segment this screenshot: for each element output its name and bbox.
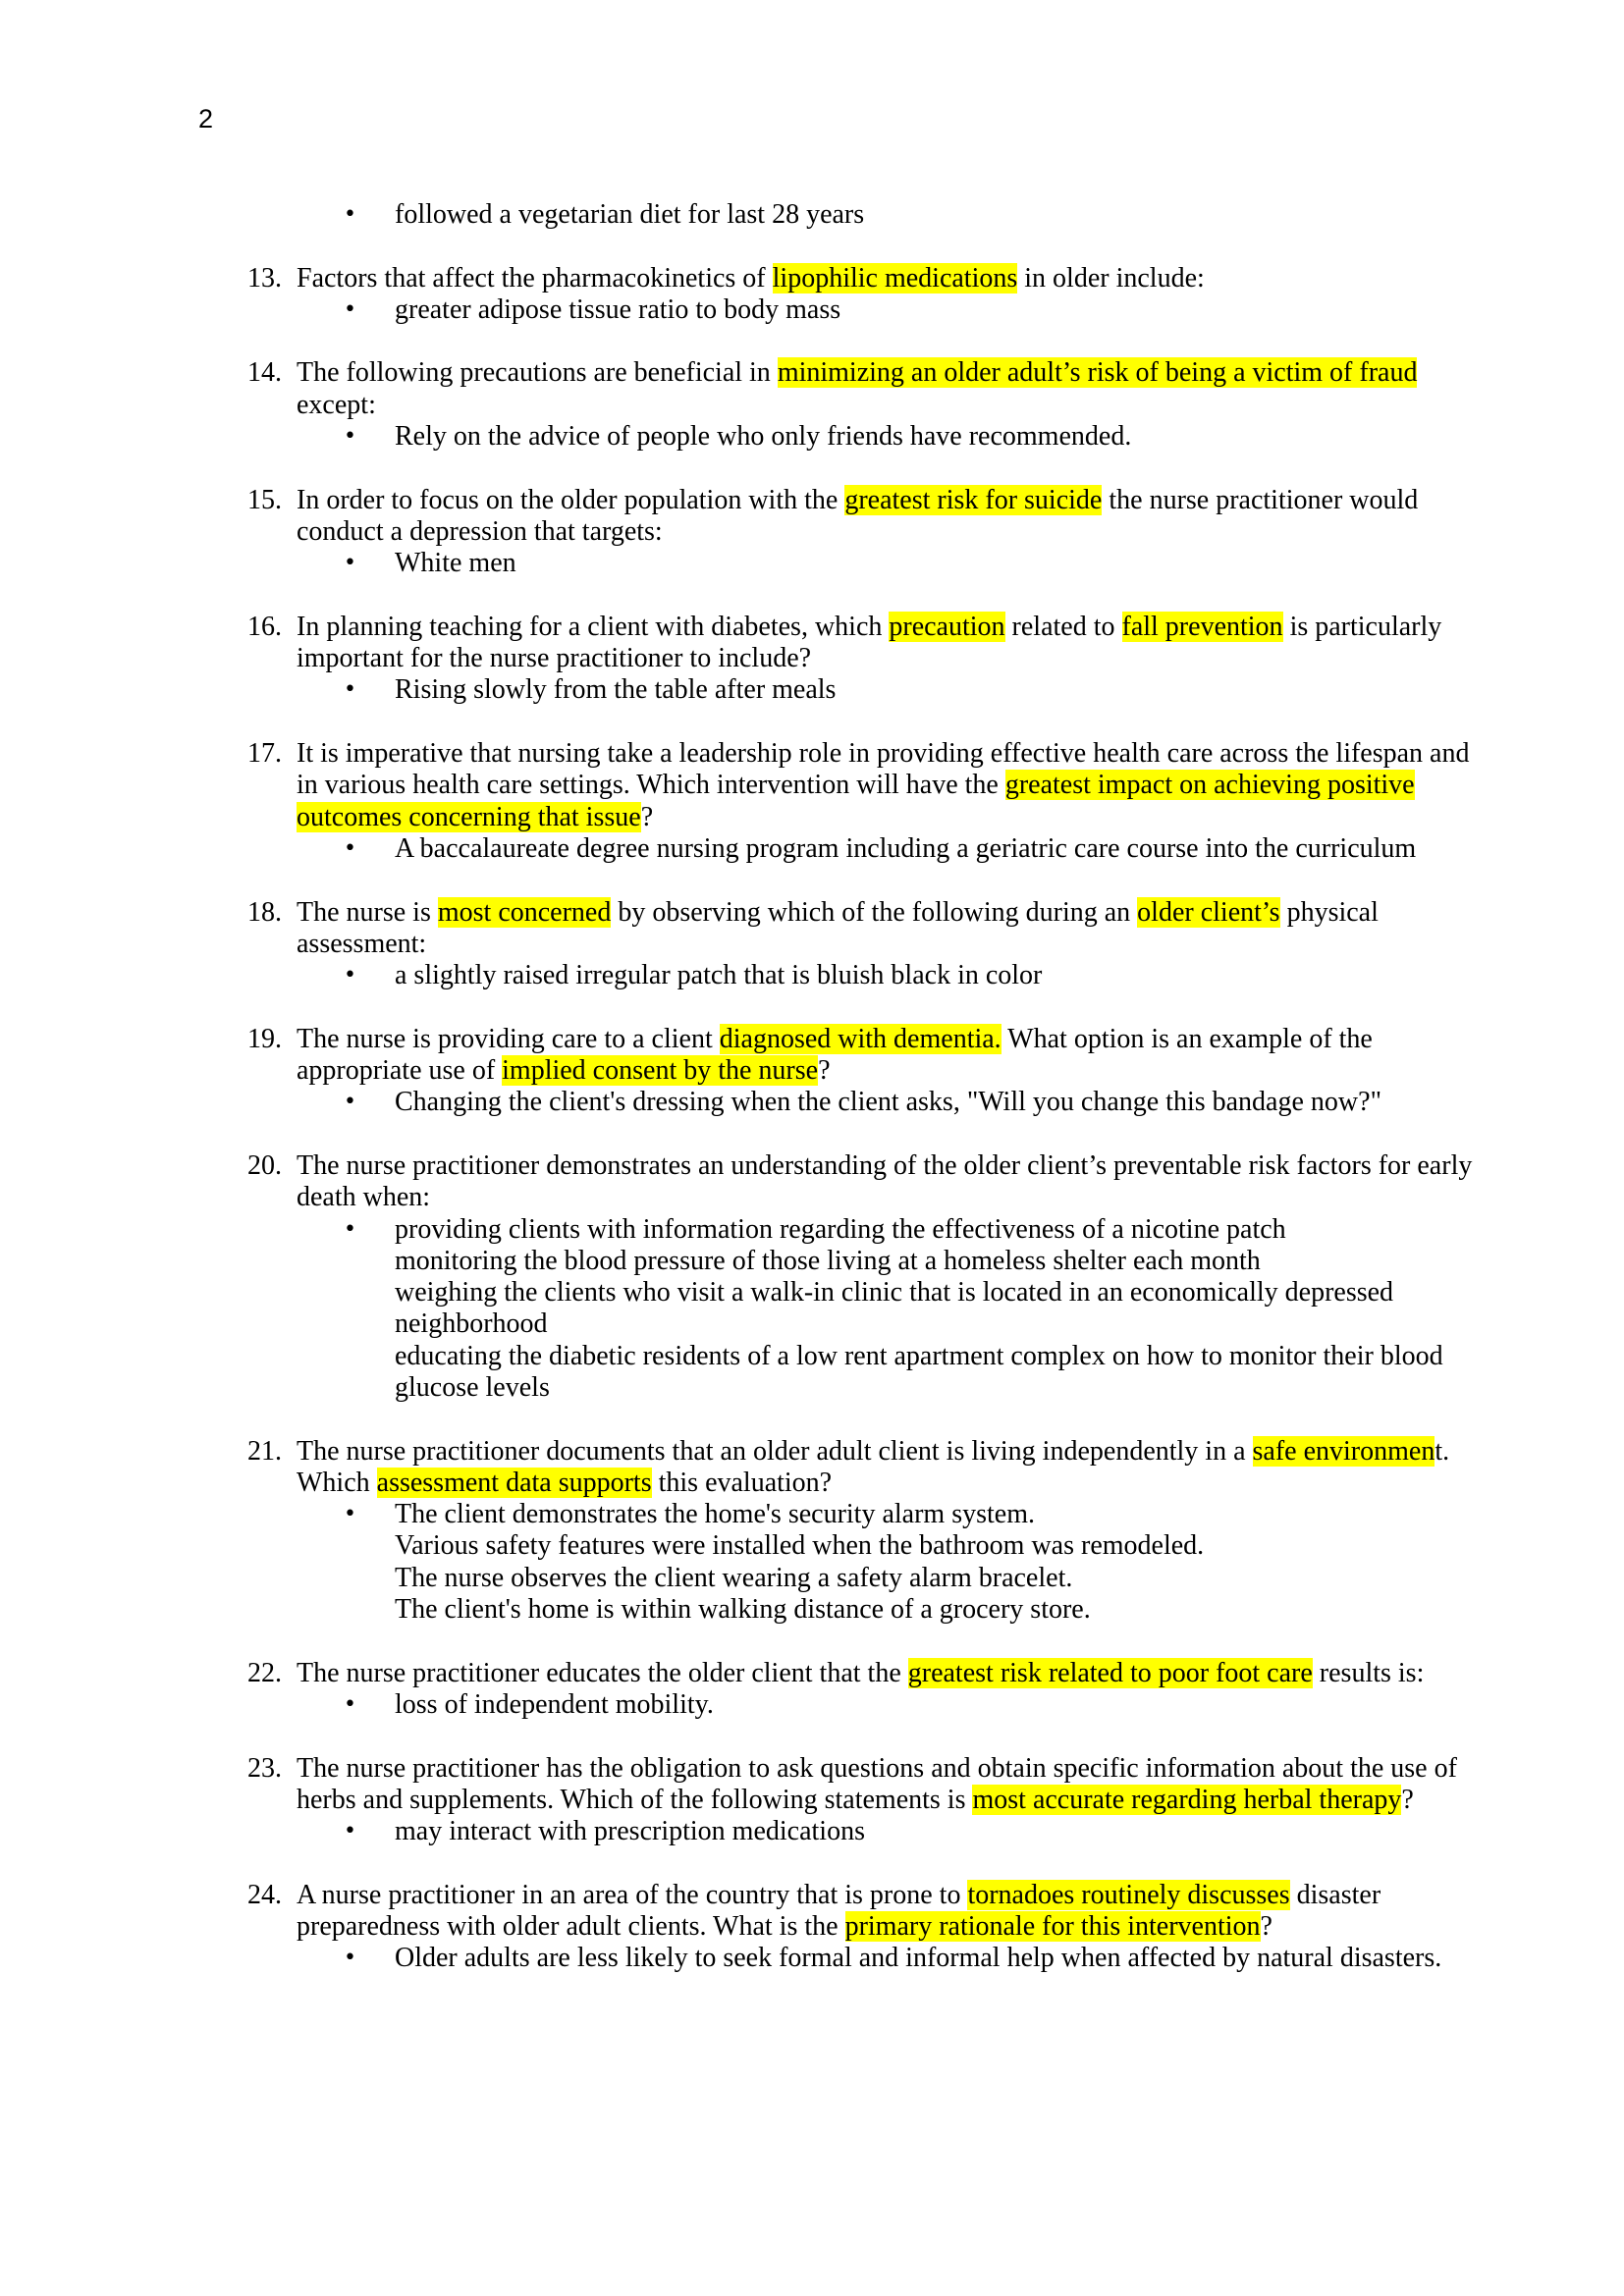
text-segment: important for the nurse practitioner to include? <box>297 643 812 674</box>
highlighted-text: tornadoes routinely discusses <box>967 1879 1290 1910</box>
answer-text: neighborhood <box>395 1308 548 1340</box>
question-line <box>0 643 1624 674</box>
answer-bullet-line <box>0 1563 1624 1594</box>
answer-text: weighing the clients who visit a walk-in clinic that is located in an economically depressed <box>395 1277 1394 1308</box>
answer-bullet-line <box>0 548 1624 579</box>
answer-bullet-line <box>0 674 1624 706</box>
text-segment: ? <box>1260 1911 1272 1943</box>
answer-bullet-line <box>0 960 1624 991</box>
bullet-icon: • <box>344 677 356 703</box>
answer-text: Rely on the advice of people who only friends have recommended. <box>395 421 1132 453</box>
text-segment: assessment: <box>297 928 427 959</box>
text-segment: physical <box>1279 896 1379 928</box>
question-number: 14. <box>247 357 282 389</box>
text-segment: The nurse practitioner educates the older client that the <box>297 1657 908 1688</box>
question-number: 22. <box>247 1657 282 1688</box>
question-number: 13. <box>247 262 282 294</box>
question-text <box>297 1182 430 1213</box>
text-segment: t. <box>1435 1435 1450 1467</box>
question-line <box>0 516 1624 548</box>
text-segment: In planning teaching for a client with diabetes, which <box>297 611 890 642</box>
question-line <box>0 770 1624 801</box>
highlighted-text: minimizing an older adult’s risk of being a victim of fraud <box>777 357 1418 389</box>
answer-text: Rising slowly from the table after meals <box>395 674 837 706</box>
bullet-icon: • <box>344 963 356 988</box>
question-number: 23. <box>247 1752 282 1784</box>
highlighted-text: diagnosed with dementia. <box>719 1023 1001 1054</box>
answer-bullet-line <box>0 1308 1624 1340</box>
question-text <box>297 1880 1380 1911</box>
question-number: 21. <box>247 1435 282 1467</box>
highlighted-text: primary rationale for this intervention <box>844 1911 1261 1943</box>
question-line <box>0 1785 1624 1816</box>
text-segment: this evaluation? <box>651 1467 833 1498</box>
question-line <box>0 1182 1624 1213</box>
question-number: 19. <box>247 1023 282 1054</box>
question-text <box>297 643 811 674</box>
bullet-icon: • <box>344 1216 356 1242</box>
bullet-icon: • <box>344 202 356 227</box>
question-text <box>297 612 1441 643</box>
question-text <box>297 357 1417 389</box>
blank-line <box>0 1847 1624 1879</box>
answer-text: White men <box>395 548 516 579</box>
question-line <box>0 1753 1624 1785</box>
highlighted-text: most concerned <box>437 896 612 928</box>
blank-line <box>0 580 1624 612</box>
blank-line <box>0 865 1624 896</box>
answer-text: A baccalaureate degree nursing program including a geriatric care course into the curriculum <box>395 832 1417 864</box>
text-segment: The following precautions are beneficial in <box>297 357 778 389</box>
question-text <box>297 929 426 960</box>
highlighted-text: greatest risk related to poor foot care <box>907 1657 1313 1688</box>
text-segment: results is: <box>1312 1657 1425 1688</box>
answer-bullet-line <box>0 1277 1624 1308</box>
blank-line <box>0 991 1624 1023</box>
bullet-icon: • <box>344 424 356 450</box>
answer-text: may interact with prescription medications <box>395 1816 865 1847</box>
text-segment: appropriate use of <box>297 1055 503 1087</box>
answer-bullet-line <box>0 1594 1624 1626</box>
question-text <box>297 516 663 548</box>
question-line <box>0 485 1624 516</box>
blank-line <box>0 1404 1624 1435</box>
question-number: 24. <box>247 1879 282 1910</box>
answer-bullet-line <box>0 294 1624 326</box>
text-segment: The nurse practitioner documents that an older adult client is living independently in a <box>297 1435 1253 1467</box>
bullet-icon: • <box>344 1502 356 1527</box>
question-list <box>0 199 1624 1975</box>
blank-line <box>0 707 1624 738</box>
question-text <box>297 897 1379 929</box>
text-segment: ? <box>818 1055 831 1087</box>
bullet-icon: • <box>344 296 356 322</box>
text-segment: by observing which of the following during an <box>611 896 1138 928</box>
text-segment: except: <box>297 389 376 420</box>
question-line <box>0 612 1624 643</box>
highlighted-text: precaution <box>889 611 1005 642</box>
bullet-icon: • <box>344 551 356 576</box>
blank-line <box>0 231 1624 262</box>
text-segment: The nurse is <box>297 896 438 928</box>
answer-text: The client demonstrates the home's security alarm system. <box>395 1499 1035 1530</box>
answer-text: greater adipose tissue ratio to body mass <box>395 294 841 325</box>
question-line <box>0 1055 1624 1087</box>
text-segment: preparedness with older adult clients. What is the <box>297 1911 845 1943</box>
answer-bullet-line <box>0 421 1624 453</box>
highlighted-text: safe environmen <box>1252 1435 1435 1467</box>
question-text <box>297 1785 1414 1816</box>
question-text <box>297 1024 1373 1055</box>
question-line <box>0 929 1624 960</box>
question-text <box>297 1055 831 1087</box>
bullet-icon: • <box>344 835 356 861</box>
answer-text: Various safety features were installed when the bathroom was remodeled. <box>395 1530 1205 1562</box>
question-line <box>0 1911 1624 1943</box>
question-text <box>297 1911 1272 1943</box>
answer-text: loss of independent mobility. <box>395 1688 714 1720</box>
answer-bullet-line <box>0 1214 1624 1246</box>
answer-text: educating the diabetic residents of a low rent apartment complex on how to monitor their blood <box>395 1340 1443 1371</box>
highlighted-text: outcomes concerning that issue <box>297 801 641 832</box>
text-segment: The nurse is providing care to a client <box>297 1023 720 1054</box>
question-text <box>297 738 1469 770</box>
bullet-icon: • <box>344 1090 356 1115</box>
answer-text: The nurse observes the client wearing a safety alarm bracelet. <box>395 1562 1073 1593</box>
text-segment: conduct a depression that targets: <box>297 515 663 547</box>
answer-bullet-line <box>0 833 1624 865</box>
question-line <box>0 1024 1624 1055</box>
text-segment: in older include: <box>1017 262 1205 294</box>
answer-bullet-line <box>0 199 1624 231</box>
text-segment: The nurse practitioner demonstrates an understanding of the older client’s preventable risk factors for early <box>297 1149 1473 1181</box>
question-number: 17. <box>247 738 282 770</box>
highlighted-text: fall prevention <box>1121 611 1283 642</box>
question-text <box>297 770 1415 801</box>
answer-bullet-line <box>0 1943 1624 1974</box>
text-segment: the nurse practitioner would <box>1102 484 1419 515</box>
question-number: 16. <box>247 611 282 642</box>
question-line <box>0 1658 1624 1689</box>
question-line <box>0 1436 1624 1468</box>
page-number: 2 <box>198 104 214 133</box>
text-segment: in various health care settings. Which intervention will have the <box>297 770 1005 801</box>
question-line <box>0 738 1624 770</box>
answer-bullet-line <box>0 1341 1624 1372</box>
bullet-icon: • <box>344 1691 356 1717</box>
question-text <box>297 263 1205 294</box>
question-text <box>297 1468 832 1499</box>
text-segment: Factors that affect the pharmacokinetics of <box>297 262 773 294</box>
text-segment: related to <box>1004 611 1122 642</box>
question-line <box>0 802 1624 833</box>
blank-line <box>0 1626 1624 1657</box>
question-line <box>0 263 1624 294</box>
answer-text: glucose levels <box>395 1371 550 1403</box>
text-segment: A nurse practitioner in an area of the country that is prone to <box>297 1879 968 1910</box>
text-segment: ? <box>640 801 654 832</box>
text-segment: disaster <box>1289 1879 1381 1910</box>
question-number: 15. <box>247 484 282 515</box>
blank-line <box>0 1721 1624 1752</box>
answer-bullet-line <box>0 1816 1624 1847</box>
highlighted-text: greatest impact on achieving positive <box>1004 770 1415 801</box>
text-segment: is particularly <box>1282 611 1442 642</box>
question-line <box>0 1880 1624 1911</box>
question-text <box>297 802 653 833</box>
answer-bullet-line <box>0 1530 1624 1562</box>
answer-text: The client's home is within walking distance of a grocery store. <box>395 1594 1091 1626</box>
text-segment: death when: <box>297 1182 431 1213</box>
question-line <box>0 1468 1624 1499</box>
highlighted-text: greatest risk for suicide <box>844 484 1103 515</box>
highlighted-text: implied consent by the nurse <box>502 1055 819 1087</box>
highlighted-text: older client’s <box>1137 896 1280 928</box>
bullet-icon: • <box>344 1819 356 1844</box>
question-line <box>0 357 1624 389</box>
answer-text: followed a vegetarian diet for last 28 years <box>395 199 865 230</box>
question-text <box>297 1658 1424 1689</box>
answer-text: Older adults are less likely to seek formal and informal help when affected by natural disasters. <box>395 1943 1442 1974</box>
highlighted-text: most accurate regarding herbal therapy <box>972 1784 1402 1815</box>
question-line <box>0 897 1624 929</box>
question-text <box>297 485 1418 516</box>
answer-text: providing clients with information regarding the effectiveness of a nicotine patch <box>395 1213 1286 1245</box>
question-text <box>297 390 376 421</box>
answer-text: Changing the client's dressing when the client asks, "Will you change this bandage now?" <box>395 1087 1381 1118</box>
question-line <box>0 390 1624 421</box>
question-text <box>297 1436 1449 1468</box>
answer-bullet-line <box>0 1689 1624 1721</box>
question-number: 18. <box>247 896 282 928</box>
answer-bullet-line <box>0 1499 1624 1530</box>
answer-bullet-line <box>0 1246 1624 1277</box>
text-segment: ? <box>1401 1784 1414 1815</box>
text-segment: The nurse practitioner has the obligation to ask questions and obtain specific information about the use of <box>297 1752 1457 1784</box>
highlighted-text: assessment data supports <box>376 1467 652 1498</box>
text-segment: herbs and supplements. Which of the following statements is <box>297 1784 973 1815</box>
question-number: 20. <box>247 1149 282 1181</box>
text-segment: What option is an example of the <box>1001 1023 1373 1054</box>
text-segment: Which <box>297 1467 377 1498</box>
question-text <box>297 1753 1457 1785</box>
text-segment: It is imperative that nursing take a leadership role in providing effective health care across the lifespan and <box>297 738 1470 770</box>
answer-bullet-line <box>0 1372 1624 1404</box>
question-line <box>0 1150 1624 1182</box>
bullet-icon: • <box>344 1946 356 1971</box>
question-text <box>297 1150 1472 1182</box>
blank-line <box>0 1119 1624 1150</box>
text-segment: In order to focus on the older population with the <box>297 484 845 515</box>
blank-line <box>0 326 1624 357</box>
answer-text: a slightly raised irregular patch that is bluish black in color <box>395 960 1043 991</box>
highlighted-text: lipophilic medications <box>772 262 1018 294</box>
answer-bullet-line <box>0 1087 1624 1118</box>
blank-line <box>0 453 1624 484</box>
answer-text: monitoring the blood pressure of those living at a homeless shelter each month <box>395 1245 1261 1276</box>
